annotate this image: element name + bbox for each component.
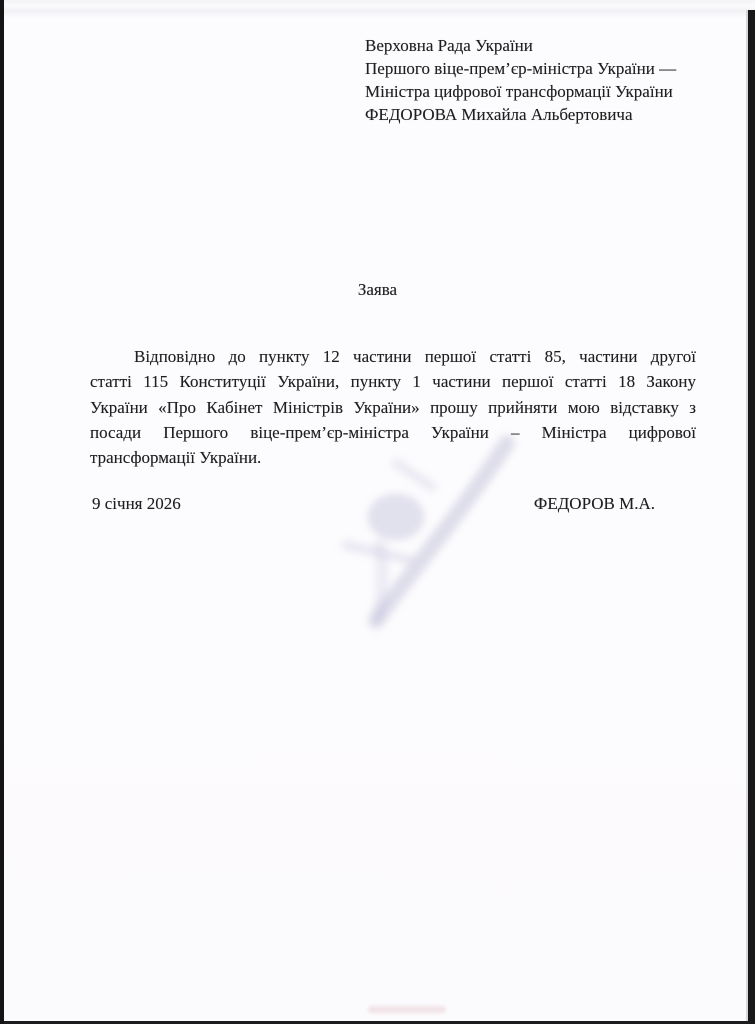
recipient-position-line2: Міністра цифрової трансформації України — [365, 82, 673, 101]
signature-row — [92, 494, 655, 514]
body-paragraph — [90, 344, 696, 470]
recipient-position-line1: Першого віце-прем’єр-міністра України — — [365, 59, 677, 78]
body-line: статті 115 Конституції України, пункту 1 частини першої статті 18 Закону — [90, 372, 696, 392]
body-line: посади Першого віце-прем’єр-міністра України – Міністра цифрової — [90, 422, 696, 442]
document-title: Заява — [357, 280, 398, 299]
recipient-block — [365, 34, 725, 126]
scan-artifact-smudge — [368, 1006, 446, 1013]
signatory-name: ФЕДОРОВ М.А. — [533, 494, 655, 513]
scan-edge-left — [0, 0, 4, 1024]
scan-edge-right — [748, 10, 755, 1024]
document-date: 9 січня 2026 — [92, 494, 181, 513]
body-line: трансформації України. — [90, 448, 262, 468]
body-line: Відповідно до пункту 12 частини першої статті 85, частини другої — [134, 347, 696, 366]
recipient-person-name: ФЕДОРОВА Михайла Альбертовича — [365, 105, 633, 124]
recipient-institution: Верховна Рада України — [365, 36, 533, 55]
body-line: України «Про Кабінет Міністрів України» прошу прийняти мою відставку з — [90, 397, 696, 417]
